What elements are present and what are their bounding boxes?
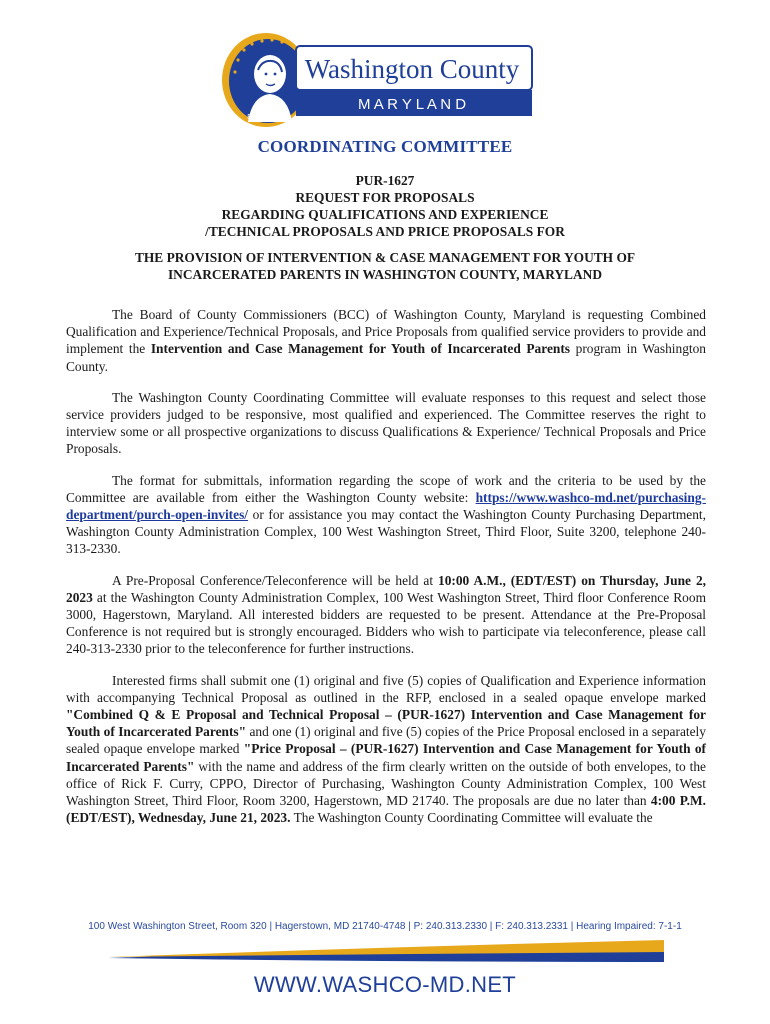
text-span: with the name and address of the firm clearly written on the outside of both envelopes, to the office of Rick F. Curry, CPPO, Director of Purchasing, Washington County Administration Complex, 100 West Washington Street, Third Floor, Room 3200, Hagerstown, MD 21740. The proposals are due no later than <box>66 758 706 809</box>
text-span: and one (1) original and five (5) copies of the Price Proposal enclosed in a separately sealed opaque envelope marked <box>66 724 706 757</box>
text-span: A Pre-Proposal Conference/Teleconference will be held at <box>112 572 439 588</box>
paragraph-evaluation: The Washington County Coordinating Committee will evaluate responses to this request and select those service providers judged to be responsive, most qualified and experienced. The Committee reserves the right to interview some or all prospective organizations to discuss Qualifications & Experience/ Technical Proposals and Price Proposals. <box>66 389 706 457</box>
technical-envelope-label: "Combined Q & E Proposal and Technical Proposal – (PUR-1627) Intervention and Case Management for Youth of Incarcerated Parents" <box>66 707 706 740</box>
rfp-number: PUR-1627 <box>355 173 415 188</box>
county-logo-graphic <box>222 30 534 130</box>
document-body <box>66 306 706 840</box>
title-line-5: INCARCERATED PARENTS IN WASHINGTON COUNTY, MARYLAND <box>167 267 603 282</box>
footer-address: 100 West Washington Street, Room 320 | Hagerstown, MD 21740-4748 | P: 240.313.2330 | F: 240.313.2331 | Hearing Impaired: 7-1-1 <box>88 921 682 932</box>
program-name: Intervention and Case Management for Youth of Incarcerated Parents <box>150 341 571 357</box>
text-span: The format for submittals, information regarding the scope of work and the criteria to be used by the Committee are available from either the Washington County website: <box>66 472 706 505</box>
logo-established-text: Est. 1776 <box>247 114 277 121</box>
footer-swoosh <box>108 940 666 966</box>
text-span: or for assistance you may contact the Washington County Purchasing Department, Washington County Administration Complex, 100 West Washington Street, Third Floor, Suite 3200, telephone 240-313-2330. <box>66 507 706 557</box>
text-span: The Washington County Coordinating Committee will evaluate the <box>290 810 653 826</box>
document-title-block <box>60 172 710 283</box>
title-line-1: REQUEST FOR PROPOSALS <box>295 190 475 205</box>
paragraph-preproposal <box>66 572 706 658</box>
paragraph-intro <box>66 306 706 375</box>
footer-website[interactable]: WWW.WASHCO-MD.NET <box>253 972 517 997</box>
title-line-3: /TECHNICAL PROPOSALS AND PRICE PROPOSALS FOR <box>205 224 565 239</box>
title-line-2: REGARDING QUALIFICATIONS AND EXPERIENCE <box>221 207 549 222</box>
paragraph-format <box>66 472 706 558</box>
text-span: at the Washington County Administration Complex, 100 West Washington Street, Third floor Conference Room 3000, Hagerstown, Maryland. All interested bidders are requested to be present. Attendance at the Pre-Proposal Conference is not required but is strongly encouraged. Bidders who wish to participate via teleconference, please call 240-313-2330 prior to the teleconference for further instructions. <box>66 589 706 657</box>
text-span: Interested firms shall submit one (1) original and five (5) copies of Qualification and Experience information with accompanying Technical Proposal as outlined in the RFP, enclosed in a sealed opaque envelope marked <box>66 672 706 705</box>
county-logo <box>222 30 534 130</box>
conference-datetime: 10:00 A.M., (EDT/EST) on Thursday, June 2, 2023 <box>66 572 707 605</box>
purchasing-website-link[interactable]: https://www.washco-md.net/purchasing-department/purch-open-invites/ <box>66 489 706 523</box>
due-datetime: 4:00 P.M. (EDT/EST), Wednesday, June 21, 2023. <box>66 793 706 826</box>
committee-heading: COORDINATING COMMITTEE <box>257 137 513 156</box>
footer-swoosh-graphic <box>108 940 666 966</box>
logo-state-text: M A R Y L A N D <box>357 96 467 113</box>
text-span: The Board of County Commissioners (BCC) of Washington County, Maryland is requesting Combined Qualification and Experience/Technical Proposals, and Price Proposals from qualified service providers to provide and implement the <box>66 307 706 357</box>
logo-county-text: Washington County <box>304 54 520 84</box>
paragraph-submission <box>66 672 706 827</box>
text-span: program in Washington County. <box>66 341 707 374</box>
price-envelope-label: "Price Proposal – (PUR-1627) Intervention and Case Management for Youth of Incarcerated Parents" <box>66 741 707 774</box>
title-line-4: THE PROVISION OF INTERVENTION & CASE MANAGEMENT FOR YOUTH OF <box>134 250 636 265</box>
